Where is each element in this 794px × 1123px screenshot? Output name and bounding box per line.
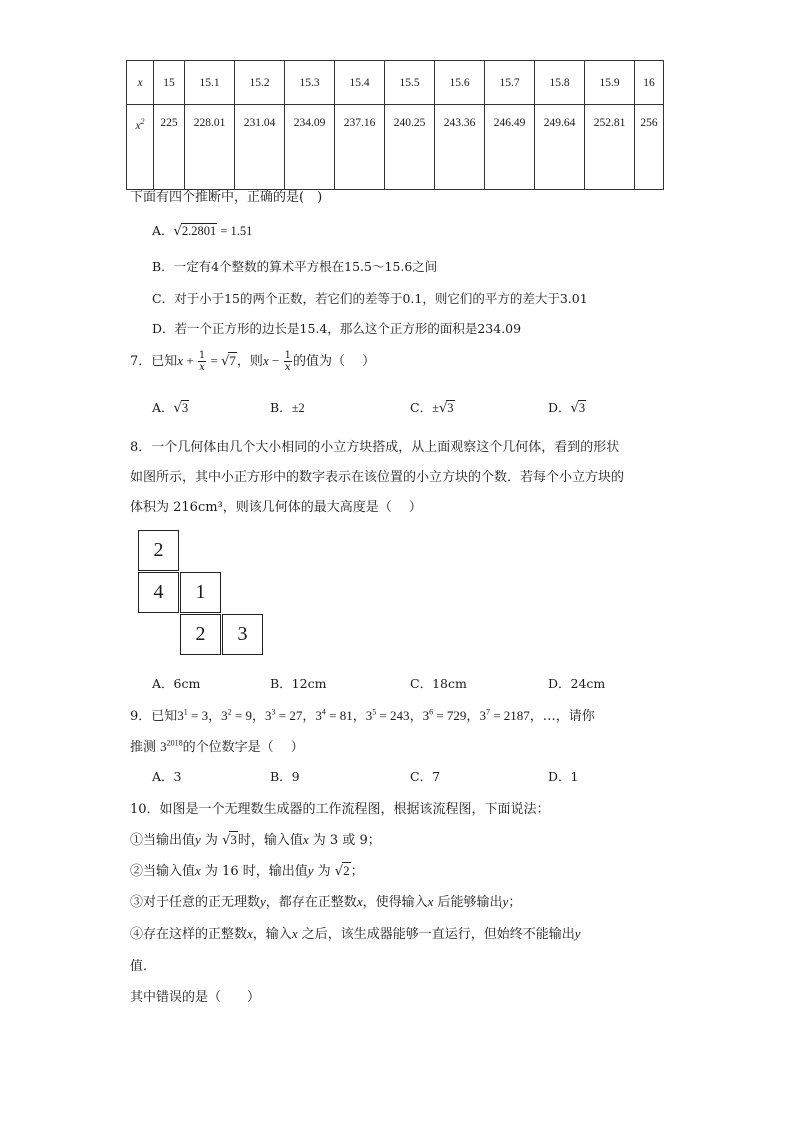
table-cell: 15.9 — [585, 61, 635, 105]
table-cell: 231.04 — [235, 105, 285, 190]
table-cell: 228.01 — [185, 105, 235, 190]
power-term: $3^5 = 243$， — [365, 707, 423, 723]
numerator: 1 — [284, 350, 291, 361]
table-cell: 15.7 — [485, 61, 535, 105]
power-term: $3^1 = 3$， — [177, 707, 222, 723]
q9-option-a: A．3 — [152, 769, 182, 784]
q8-option-c: C．18cm — [410, 676, 467, 691]
q7-prefix: 7．已知 — [130, 354, 178, 369]
option-value: = 1.51 — [217, 224, 253, 238]
q10-statement-4-cont: 值． — [130, 959, 157, 974]
q8-line-1: 8．一个几何体由几个大小相同的小立方块搭成，从上面观察这个几何体，看到的形状 — [130, 440, 620, 455]
table-cell: 16 — [635, 61, 664, 105]
q8-option-b: B．12cm — [270, 676, 327, 691]
q7-option-c: C．±√3 — [410, 400, 454, 416]
var-x: x — [262, 353, 269, 368]
table-cell: 15.6 — [435, 61, 485, 105]
grid-cell: 4 — [138, 572, 179, 613]
op-eq: = — [207, 353, 222, 368]
option-label: A． — [152, 223, 174, 238]
q8-line-3: 体积为 216cm³，则该几何体的最大高度是（ ） — [130, 500, 422, 515]
power-term: $3^4 = 81$， — [315, 707, 366, 723]
squares-table — [126, 60, 664, 190]
q6-option-a: A．√2.2801 = 1.51 — [152, 223, 253, 239]
fraction — [284, 350, 292, 373]
q9-option-b: B．9 — [270, 769, 300, 784]
table-cell: 15.3 — [285, 61, 335, 105]
table-cell: 252.81 — [585, 105, 635, 190]
denominator: x — [199, 362, 205, 373]
q7-option-b: B．±2 — [270, 400, 305, 415]
q8-option-a: A．6cm — [152, 676, 201, 691]
table-cell — [127, 105, 154, 190]
table-cell: 15.1 — [185, 61, 235, 105]
table-row-x-squared — [127, 105, 664, 190]
table-cell: 240.25 — [385, 105, 435, 190]
table-row-x — [127, 61, 664, 105]
grid-cell: 2 — [138, 530, 179, 571]
var-x: x — [135, 119, 141, 132]
q9-option-d: D．1 — [548, 769, 579, 784]
q6-option-d: D．若一个正方形的边长是15.4，那么这个正方形的面积是234.09 — [152, 321, 522, 336]
fraction — [198, 350, 206, 373]
q6-stem: 下面有四个推断中，正确的是( ) — [130, 190, 323, 205]
q6-option-b: B．一定有4个整数的算术平方根在15.5～15.6之间 — [152, 259, 438, 274]
q10-question-end: 其中错误的是（ ） — [130, 990, 261, 1005]
q10-stem: 10．如图是一个无理数生成器的工作流程图，根据该流程图，下面说法： — [130, 802, 550, 817]
grid-cell: 1 — [180, 572, 221, 613]
op-minus: − — [268, 353, 283, 368]
q7-mid: ，则 — [236, 354, 263, 369]
table-cell: 249.64 — [535, 105, 585, 190]
exponent: 2 — [140, 117, 145, 126]
table-cell: 237.16 — [335, 105, 385, 190]
q10-statement-2: ②当输入值x 为 16 时，输出值y 为 √2； — [130, 863, 364, 879]
q10-statement-1: ①当输出值y 为 √3时，输入值x 为 3 或 9； — [130, 832, 381, 848]
numerator: 1 — [198, 350, 206, 361]
q9-line-2: 推测 $3^{2018}$的个位数字是（ ） — [130, 738, 304, 755]
power-term: $3^2 = 9$， — [221, 707, 265, 723]
power-term: $3^7 = 2187$ — [479, 707, 530, 723]
table-cell: 256 — [635, 105, 664, 190]
q9-option-c: C．7 — [410, 769, 441, 784]
q7-option-a: A．√3 — [152, 400, 189, 416]
table-cell: 246.49 — [485, 105, 535, 190]
q7-option-d: D．√3 — [548, 400, 586, 416]
table-cell: 15.8 — [535, 61, 585, 105]
power-term: $3^3 = 27$， — [265, 707, 316, 723]
q10-statement-4: ④存在这样的正整数x，输入x 之后，该生成器能够一直运行，但始终不能输出y — [130, 926, 581, 942]
table-cell: 15.2 — [235, 61, 285, 105]
table-cell: 225 — [154, 105, 185, 190]
power-term: $3^6 = 729$， — [422, 707, 480, 723]
var-x: x — [177, 353, 184, 368]
table-cell: 234.09 — [285, 105, 335, 190]
q8-line-2: 如图所示，其中小正方形中的数字表示在该位置的小立方块的个数．若每个小立方块的 — [130, 470, 625, 485]
denominator: x — [284, 362, 291, 373]
q9-line-1: 9．已知$3^1 = 3$，$3^2 = 9$，$3^3 = 27$，$3^4 = 81$，$3^5 = 243$，$3^6 = 729$，$3^7 = 2187$，…，请你 — [130, 707, 595, 724]
table-cell: x — [127, 61, 154, 105]
radicand: 7 — [229, 353, 236, 368]
grid-cell: 3 — [222, 614, 263, 655]
q8-option-d: D．24cm — [548, 676, 606, 691]
table-cell: 243.36 — [435, 105, 485, 190]
table-cell: 15.5 — [385, 61, 435, 105]
q7-suffix: 的值为（ ） — [292, 354, 376, 369]
q6-option-c: C．对于小于15的两个正数，若它们的差等于0.1，则它们的平方的差大于3.01 — [152, 291, 588, 306]
q7-stem: 7．已知x + $\frac{1}{x}$ = √7，则x − $\frac{1}{x}$ 的值为（ ） — [130, 350, 376, 373]
grid-cell: 2 — [180, 614, 221, 655]
radicand: 2.2801 — [181, 224, 217, 238]
table-cell: 15.4 — [335, 61, 385, 105]
q9-powers — [177, 708, 530, 723]
q10-statement-3: ③对于任意的正无理数y，都存在正整数x，使得输入x 后能够输出y； — [130, 894, 522, 910]
table-cell: 15 — [154, 61, 185, 105]
op-plus: + — [183, 353, 197, 368]
